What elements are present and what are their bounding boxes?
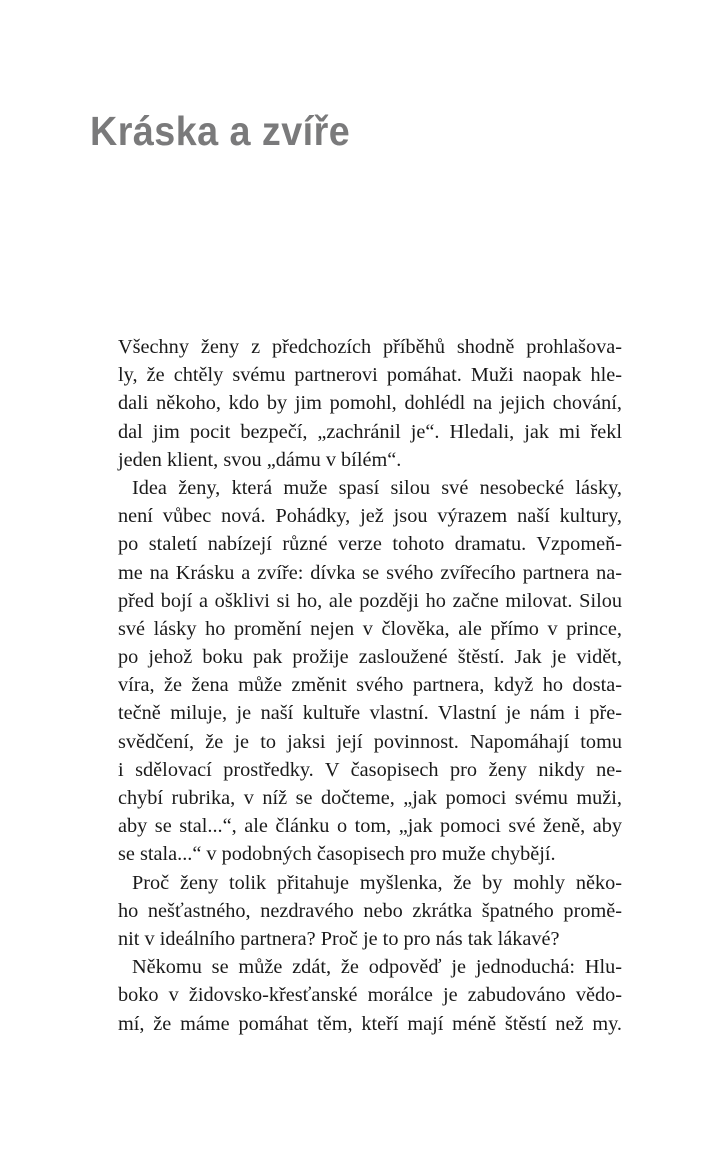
- paragraph-line: boko v židovsko-křesťanské morálce je zabudováno vědo-: [118, 984, 622, 1007]
- paragraph-line: víra, že žena může změnit svého partnera, když ho dosta-: [118, 674, 622, 697]
- paragraph-line: ly, že chtěly svému partnerovi pomáhat. Muži naopak hle-: [118, 364, 622, 387]
- paragraph-line: ho nešťastného, nezdravého nebo zkrátka špatného promě-: [118, 899, 622, 922]
- paragraph-line: dal jim pocit bezpečí, „zachránil je“. Hledali, jak mi řekl: [118, 420, 622, 443]
- body-text: [118, 333, 622, 1038]
- paragraph-line: není vůbec nová. Pohádky, jež jsou výrazem naší kultury,: [118, 505, 622, 528]
- paragraph-line: Idea ženy, která muže spasí silou své nesobecké lásky,: [132, 476, 622, 499]
- paragraph-line: tečně miluje, je naší kultuře vlastní. Vlastní je nám i pře-: [118, 702, 622, 725]
- paragraph-line: po staletí nabízejí různé verze tohoto dramatu. Vzpomeň-: [118, 533, 622, 556]
- paragraph-line: jeden klient, svou „dámu v bílém“.: [118, 448, 402, 471]
- paragraph-line: se stala...“ v podobných časopisech pro muže chybějí.: [118, 843, 556, 866]
- paragraph-line: Všechny ženy z předchozích příběhů shodně prohlašova-: [118, 336, 622, 358]
- paragraph-line: chybí rubrika, v níž se dočteme, „jak pomoci svému muži,: [118, 787, 622, 809]
- paragraph-line: Proč ženy tolik přitahuje myšlenka, že by mohly něko-: [132, 871, 622, 894]
- paragraph-line: svědčení, že je to jaksi její povinnost. Napomáhají tomu: [118, 730, 622, 753]
- chapter-title: Kráska a zvíře: [90, 108, 351, 154]
- paragraph-line: nit v ideálního partnera? Proč je to pro nás tak lákavé?: [118, 927, 560, 950]
- paragraph-line: aby se stal...“, ale článku o tom, „jak pomoci své ženě, aby: [118, 815, 622, 838]
- paragraph-line: me na Krásku a zvíře: dívka se svého zvířecího partnera na-: [118, 561, 622, 584]
- paragraph-line: mí, že máme pomáhat těm, kteří mají méně štěstí než my.: [118, 1012, 622, 1035]
- paragraph-line: před bojí a ošklivi si ho, ale později ho začne milovat. Silou: [118, 589, 622, 612]
- paragraph-line: i sdělovací prostředky. V časopisech pro ženy nikdy ne-: [118, 758, 622, 781]
- paragraph-line: po jehož boku pak prožije zasloužené štěstí. Jak je vidět,: [118, 646, 622, 669]
- paragraph-line: své lásky ho promění nejen v člověka, ale přímo v prince,: [118, 617, 622, 640]
- paragraph-line: Někomu se může zdát, že odpověď je jednoduchá: Hlu-: [132, 956, 622, 979]
- paragraph-line: dali někoho, kdo by jim pomohl, dohlédl na jejich chování,: [118, 392, 622, 415]
